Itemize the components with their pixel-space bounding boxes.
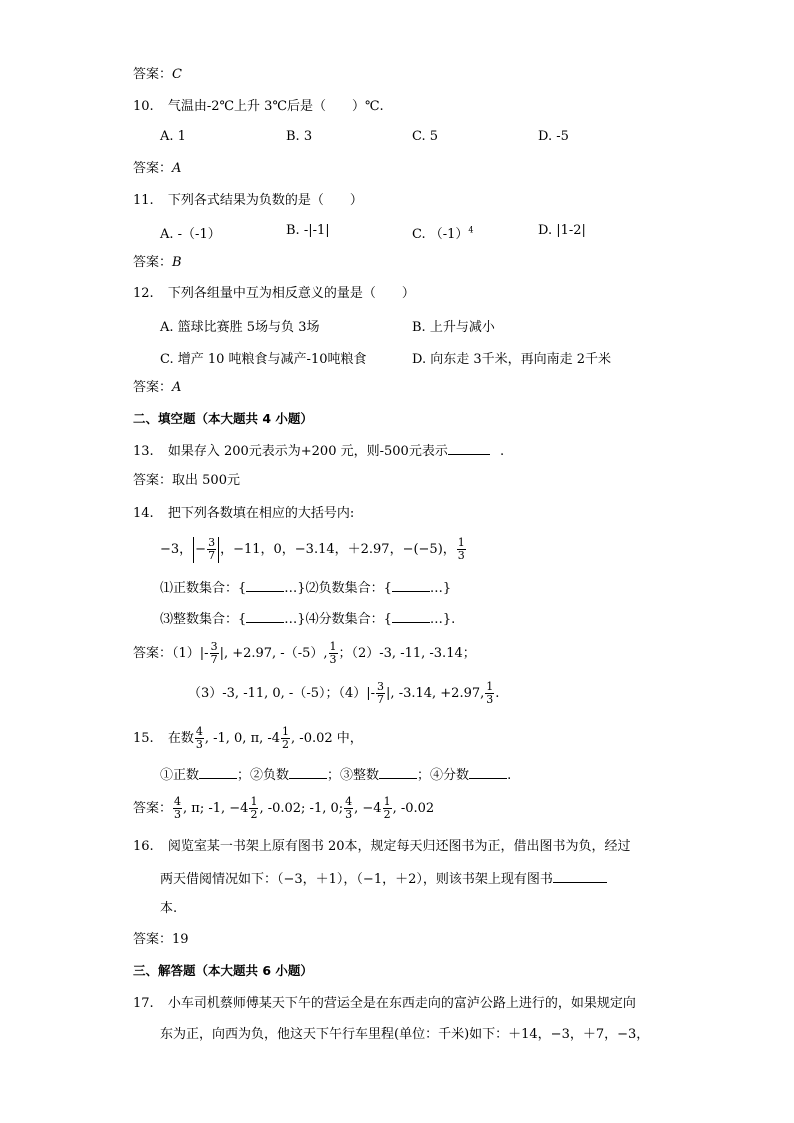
numerator: 1 (383, 795, 391, 808)
numerator: 1 (486, 680, 494, 693)
option-a: A. -（-1） (160, 227, 221, 242)
question-text: 两天借阅情况如下：（−3，＋1），（−1，＋2），则该书架上现有图书 (160, 872, 553, 887)
option-c: C. 5 (412, 129, 439, 144)
answer-value: 19 (172, 932, 189, 947)
question-text: 下列各组量中互为相反意义的量是（ ） (167, 286, 415, 301)
answer-text: , -0.02; -1, 0; (259, 801, 344, 816)
denominator: 3 (195, 738, 203, 751)
denominator: 3 (345, 808, 353, 821)
fraction (210, 641, 219, 666)
set-label: ⑷分数集合：{ (305, 612, 392, 627)
option-b: B. -|-1| (286, 223, 330, 238)
set-label: ⑶整数集合：{ (160, 612, 247, 627)
option-c: C. 增产 10 吨粮食与减产-10吨粮食 (160, 352, 367, 367)
answer-value: 取出 500元 (172, 473, 240, 488)
denominator: 7 (208, 549, 216, 562)
answer-value: A (172, 380, 182, 395)
answer-text: . (495, 686, 500, 701)
section-heading: 三、解答题（本大题共 6 小题） (133, 963, 313, 978)
fraction (249, 796, 258, 821)
question-10 (133, 98, 384, 116)
q14-answer-line-2 (188, 680, 499, 708)
question-text-end: . (499, 444, 505, 459)
denominator: 3 (174, 808, 182, 821)
number-list-text: −3， (160, 542, 193, 557)
option-b: B. 3 (286, 129, 313, 144)
answer-value: A (172, 161, 182, 176)
number-list-text: ，−11，0，−3.14，＋2.97，−(−5)， (220, 542, 456, 557)
question-number: 12. (133, 286, 154, 301)
question-text: 小车司机蔡师傅某天下午的营运全是在东西走向的富泸公路上进行的，如果规定向 (167, 996, 636, 1011)
answer-blank (553, 869, 607, 883)
question-number: 17. (133, 996, 154, 1011)
question-text: , -1, 0, π, -4 (204, 731, 281, 746)
question-text: 如果存入 200元表示为+200 元，则-500元表示 (167, 444, 448, 459)
blank-label: ①正数 (160, 768, 200, 783)
answer-text: ；（2）-3, -11, -3.14； (338, 646, 476, 661)
set-label: ⑵负数集合：{ (305, 581, 392, 596)
numerator: 1 (250, 795, 258, 808)
answer-label: 答案： (133, 646, 173, 661)
blank-label: ；③整数 (327, 768, 380, 783)
fraction (457, 537, 466, 562)
abs-bar-left (193, 537, 194, 563)
question-text: 在数 (167, 731, 194, 746)
fraction (376, 681, 385, 706)
answer-text: , −4 (354, 801, 382, 816)
answer-label: 答案： (133, 67, 173, 82)
fraction (195, 726, 204, 751)
numerator: 4 (174, 795, 182, 808)
set-end: …} (284, 612, 306, 627)
sets-line-2 (160, 609, 455, 629)
question-16-line-3: 本. (160, 901, 178, 916)
answer-blank (379, 765, 417, 779)
blank-label: ；②负数 (237, 768, 290, 783)
numerator: 3 (210, 640, 218, 653)
numerator: 3 (377, 680, 385, 693)
set-end: …} (429, 581, 452, 596)
answer-value: B (172, 255, 182, 270)
answer-blank (246, 609, 284, 623)
blank-label: ；④分数 (417, 768, 470, 783)
answer-blank (246, 578, 284, 592)
denominator: 2 (383, 808, 391, 821)
option-c (412, 223, 474, 242)
answer-label: 答案： (133, 161, 173, 176)
numerator: 1 (329, 640, 337, 653)
numerator: 1 (282, 725, 290, 738)
q13-answer-line (133, 472, 240, 490)
q15-blanks (160, 765, 511, 785)
answer-blank (392, 609, 430, 623)
abs-bar-right (218, 537, 219, 563)
numerator: 3 (208, 536, 216, 549)
denominator: 2 (250, 808, 258, 821)
q12-answer-line (133, 379, 181, 397)
fraction (383, 796, 392, 821)
sets-line-1 (160, 578, 451, 598)
q9-answer-line (133, 66, 182, 84)
question-number: 10. (133, 99, 154, 114)
question-number: 13. (133, 444, 154, 459)
question-15 (133, 725, 363, 753)
answer-blank (448, 441, 490, 455)
q10-answer-line (133, 160, 181, 178)
option-a: A. 篮球比赛胜 5场与负 3场 (160, 320, 320, 335)
answer-value: C (172, 67, 182, 82)
q11-answer-line (133, 254, 182, 272)
section-heading: 二、填空题（本大题共 4 小题） (133, 411, 313, 426)
blank-end: . (507, 768, 512, 783)
answer-text: , -0.02 (392, 801, 435, 816)
answer-text: （3）-3, -11, 0, -（-5）；（4）|- (188, 686, 376, 701)
fraction (207, 537, 216, 562)
answer-text: （1）|- (172, 646, 209, 661)
denominator: 2 (282, 738, 290, 751)
denominator: 7 (377, 693, 385, 706)
q14-answer-line-1 (133, 640, 476, 668)
option-d: D. 向东走 3千米，再向南走 2千米 (412, 352, 612, 367)
denominator: 3 (329, 653, 337, 666)
answer-text: |, -3.14, +2.97, (386, 686, 485, 701)
answer-label: 答案： (133, 932, 173, 947)
question-number: 15. (133, 731, 154, 746)
question-14 (133, 505, 354, 523)
numerator: 1 (457, 536, 465, 549)
question-text: 把下列各数填在相应的大括号内: (167, 506, 355, 521)
answer-blank (199, 765, 237, 779)
answer-label: 答案： (133, 255, 173, 270)
question-16 (133, 838, 631, 856)
question-text: 下列各式结果为负数的是（ ） (167, 193, 363, 208)
answer-blank (289, 765, 327, 779)
answer-label: 答案： (133, 473, 173, 488)
fraction (173, 796, 182, 821)
set-label: ⑴正数集合：{ (160, 581, 247, 596)
denominator: 7 (210, 653, 218, 666)
numerator: 4 (345, 795, 353, 808)
question-text: 阅览室某一书架上原有图书 20本，规定每天归还图书为正，借出图书为负，经过 (167, 839, 631, 854)
option-c-text: C. （-1） (412, 227, 469, 242)
fraction (485, 681, 494, 706)
number-list: −3， − $\frac{3}{7}$ ，−11，0，−3.14，＋2.97，−(−5)， $\frac{1}{3}$ (160, 536, 465, 562)
denominator: 3 (486, 693, 494, 706)
set-end: …}. (429, 612, 456, 627)
fraction (281, 726, 290, 751)
answer-label: 答案： (133, 380, 173, 395)
answer-blank (392, 578, 430, 592)
question-number: 16. (133, 839, 154, 854)
question-16-line-2 (160, 869, 607, 889)
answer-text: , π; -1, −4 (183, 801, 249, 816)
question-text: , -0.02 中， (291, 731, 363, 746)
answer-text: |, +2.97, -（-5）, (219, 646, 328, 661)
numerator: 4 (195, 725, 203, 738)
q16-answer-line (133, 931, 189, 949)
answer-label: 答案： (133, 801, 173, 816)
denominator: 3 (457, 549, 465, 562)
question-number: 11. (133, 193, 154, 208)
fraction (344, 796, 353, 821)
option-a: A. 1 (160, 129, 186, 144)
question-17-line-2: 东为正，向西为负，他这天下午行车里程(单位：千米)如下：＋14，−3，＋7，−3， (160, 1027, 650, 1042)
option-d: D. -5 (538, 129, 569, 144)
option-b: B. 上升与减小 (412, 320, 495, 335)
question-13 (133, 441, 504, 461)
q15-answer-line (133, 795, 434, 823)
question-number: 14. (133, 506, 154, 521)
exponent: 4 (468, 225, 474, 235)
question-text: 气温由-2℃上升 3℃后是（ ）℃. (167, 99, 384, 114)
set-end: …} (284, 581, 306, 596)
answer-blank (469, 765, 507, 779)
option-d: D. |1-2| (538, 223, 586, 238)
question-17 (133, 995, 636, 1013)
question-12 (133, 285, 415, 303)
question-11 (133, 192, 363, 210)
fraction (329, 641, 338, 666)
